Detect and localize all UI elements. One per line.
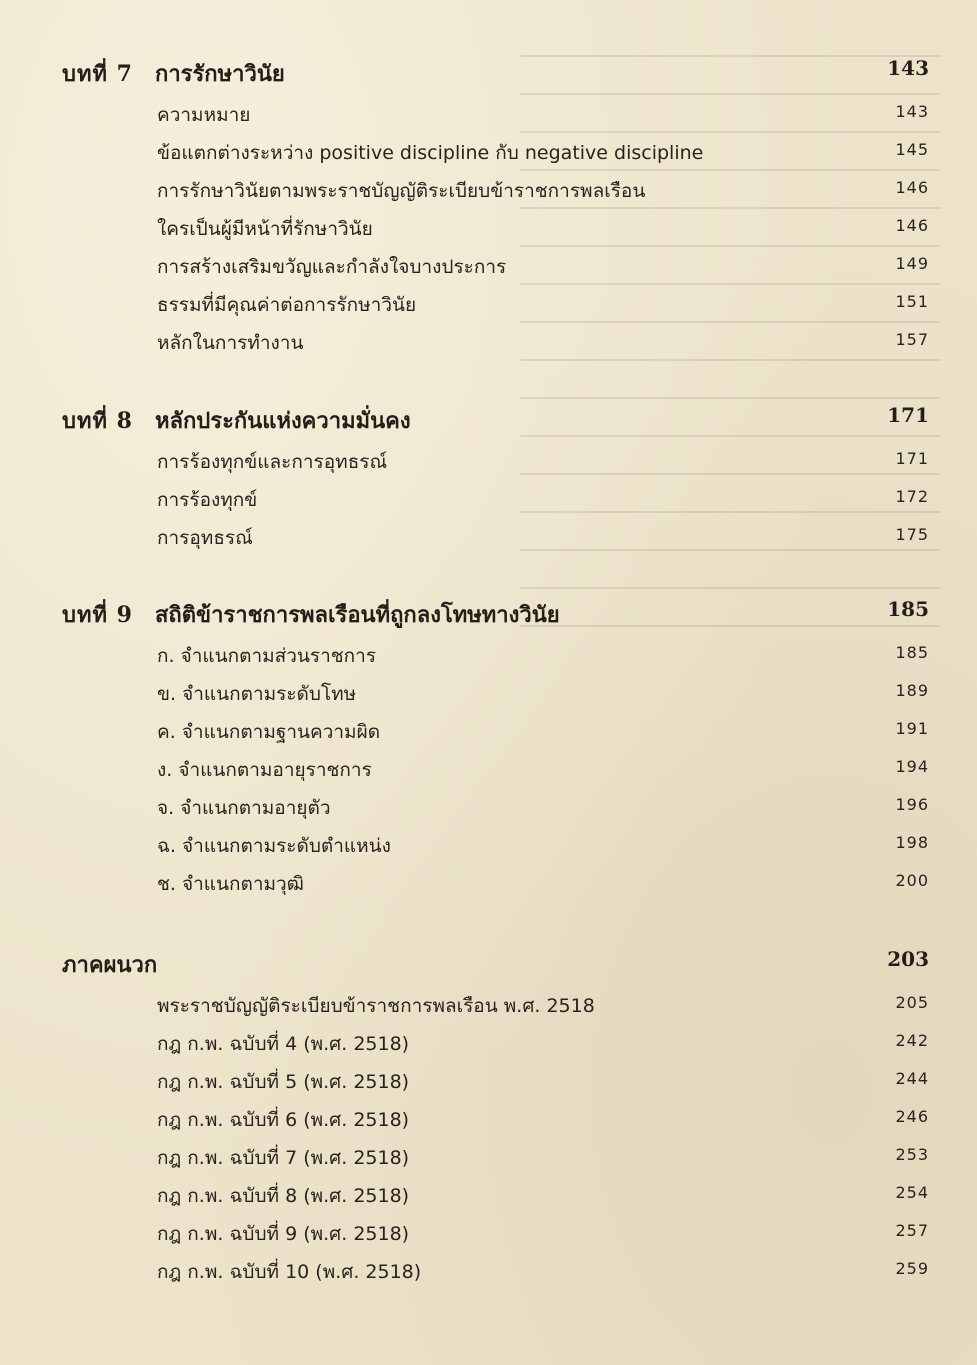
toc-entry — [0, 523, 977, 561]
entry-title: ข. จำแนกตามระดับโทษ — [157, 683, 357, 705]
entry-page-number: 200 — [895, 871, 929, 890]
entry-title: จ. จำแนกตามอายุตัว — [157, 797, 331, 819]
chapter-label: บทที่ 9 — [62, 602, 133, 628]
entry-title: ใครเป็นผู้มีหน้าที่รักษาวินัย — [157, 218, 373, 240]
toc-entry — [0, 641, 977, 679]
entry-page-number: 246 — [895, 1107, 929, 1126]
entry-page-number: 196 — [895, 795, 929, 814]
toc-entry — [0, 869, 977, 907]
toc-entry — [0, 755, 977, 793]
toc-entry — [0, 214, 977, 252]
entry-page-number: 205 — [895, 993, 929, 1012]
entry-page-number: 244 — [895, 1069, 929, 1088]
toc-entry — [0, 793, 977, 831]
entry-page-number: 143 — [895, 102, 929, 121]
entry-page-number: 198 — [895, 833, 929, 852]
entry-title: การร้องทุกข์และการอุทธรณ์ — [157, 451, 388, 473]
entry-title: ความหมาย — [157, 104, 251, 126]
entry-page-number: 171 — [895, 449, 929, 468]
chapter-label: บทที่ 7 — [62, 61, 133, 87]
toc-entry — [0, 1143, 977, 1181]
entry-page-number: 172 — [895, 487, 929, 506]
toc-entry — [0, 991, 977, 1029]
toc-entry — [0, 485, 977, 523]
chapter-heading — [0, 597, 977, 641]
entry-page-number: 185 — [895, 643, 929, 662]
toc-entry — [0, 100, 977, 138]
chapter-8-section — [0, 403, 977, 561]
entry-page-number: 175 — [895, 525, 929, 544]
entry-page-number: 151 — [895, 292, 929, 311]
toc-entry — [0, 1029, 977, 1067]
entry-title: การร้องทุกข์ — [157, 489, 258, 511]
entry-title: ค. จำแนกตามฐานความผิด — [157, 721, 381, 743]
entry-page-number: 146 — [895, 216, 929, 235]
chapter-heading — [0, 56, 977, 100]
entry-page-number: 157 — [895, 330, 929, 349]
entry-page-number: 149 — [895, 254, 929, 273]
chapter-heading — [0, 403, 977, 447]
entry-title: ก. จำแนกตามส่วนราชการ — [157, 645, 377, 667]
entry-title: กฎ ก.พ. ฉบับที่ 6 (พ.ศ. 2518) — [157, 1109, 410, 1131]
toc-entry — [0, 1181, 977, 1219]
chapter-label: บทที่ 8 — [62, 408, 133, 434]
entry-title: กฎ ก.พ. ฉบับที่ 10 (พ.ศ. 2518) — [157, 1261, 422, 1283]
appendix-heading — [0, 947, 977, 991]
entry-page-number: 145 — [895, 140, 929, 159]
entry-page-number: 189 — [895, 681, 929, 700]
entry-title: กฎ ก.พ. ฉบับที่ 7 (พ.ศ. 2518) — [157, 1147, 410, 1169]
appendix-title: ภาคผนวก — [62, 953, 158, 978]
chapter-9-section — [0, 597, 977, 907]
entry-title: กฎ ก.พ. ฉบับที่ 8 (พ.ศ. 2518) — [157, 1185, 410, 1207]
toc-entry — [0, 252, 977, 290]
toc-entry — [0, 1219, 977, 1257]
toc-entry — [0, 679, 977, 717]
entry-page-number: 191 — [895, 719, 929, 738]
entry-page-number: 259 — [895, 1259, 929, 1278]
chapter-page-number: 143 — [887, 56, 929, 80]
appendix-page-number: 203 — [887, 947, 929, 971]
toc-entry — [0, 717, 977, 755]
entry-title: การอุทธรณ์ — [157, 527, 253, 549]
entry-title: การรักษาวินัยตามพระราชบัญญัติระเบียบข้าราชการพลเรือน — [157, 180, 646, 202]
entry-page-number: 146 — [895, 178, 929, 197]
toc-entry — [0, 328, 977, 366]
entry-title: กฎ ก.พ. ฉบับที่ 5 (พ.ศ. 2518) — [157, 1071, 410, 1093]
toc-entry — [0, 447, 977, 485]
entry-title: ง. จำแนกตามอายุราชการ — [157, 759, 372, 781]
entry-page-number: 254 — [895, 1183, 929, 1202]
entry-title: หลักในการทำงาน — [157, 332, 304, 354]
chapter-title: หลักประกันแห่งความมั่นคง — [155, 409, 411, 434]
appendix-section — [0, 947, 977, 1295]
toc-entry — [0, 831, 977, 869]
entry-title: กฎ ก.พ. ฉบับที่ 9 (พ.ศ. 2518) — [157, 1223, 410, 1245]
toc-entry — [0, 1067, 977, 1105]
toc-entry — [0, 1257, 977, 1295]
entry-page-number: 257 — [895, 1221, 929, 1240]
entry-title: ธรรมที่มีคุณค่าต่อการรักษาวินัย — [157, 294, 417, 316]
chapter-page-number: 171 — [887, 403, 929, 427]
entry-title: กฎ ก.พ. ฉบับที่ 4 (พ.ศ. 2518) — [157, 1033, 410, 1055]
entry-title: พระราชบัญญัติระเบียบข้าราชการพลเรือน พ.ศ. 2518 — [157, 995, 595, 1017]
toc-entry — [0, 290, 977, 328]
entry-title: ช. จำแนกตามวุฒิ — [157, 873, 304, 895]
entry-title: ฉ. จำแนกตามระดับตำแหน่ง — [157, 835, 391, 857]
entry-title: ข้อแตกต่างระหว่าง positive discipline กับ negative discipline — [157, 142, 704, 164]
chapter-title: การรักษาวินัย — [155, 62, 285, 87]
toc-entry — [0, 176, 977, 214]
entry-page-number: 194 — [895, 757, 929, 776]
chapter-7-section — [0, 56, 977, 366]
chapter-title: สถิติข้าราชการพลเรือนที่ถูกลงโทษทางวินัย — [155, 603, 560, 628]
entry-page-number: 253 — [895, 1145, 929, 1164]
chapter-page-number: 185 — [887, 597, 929, 621]
entry-title: การสร้างเสริมขวัญและกำลังใจบางประการ — [157, 256, 507, 278]
toc-entry — [0, 1105, 977, 1143]
toc-entry — [0, 138, 977, 176]
entry-page-number: 242 — [895, 1031, 929, 1050]
